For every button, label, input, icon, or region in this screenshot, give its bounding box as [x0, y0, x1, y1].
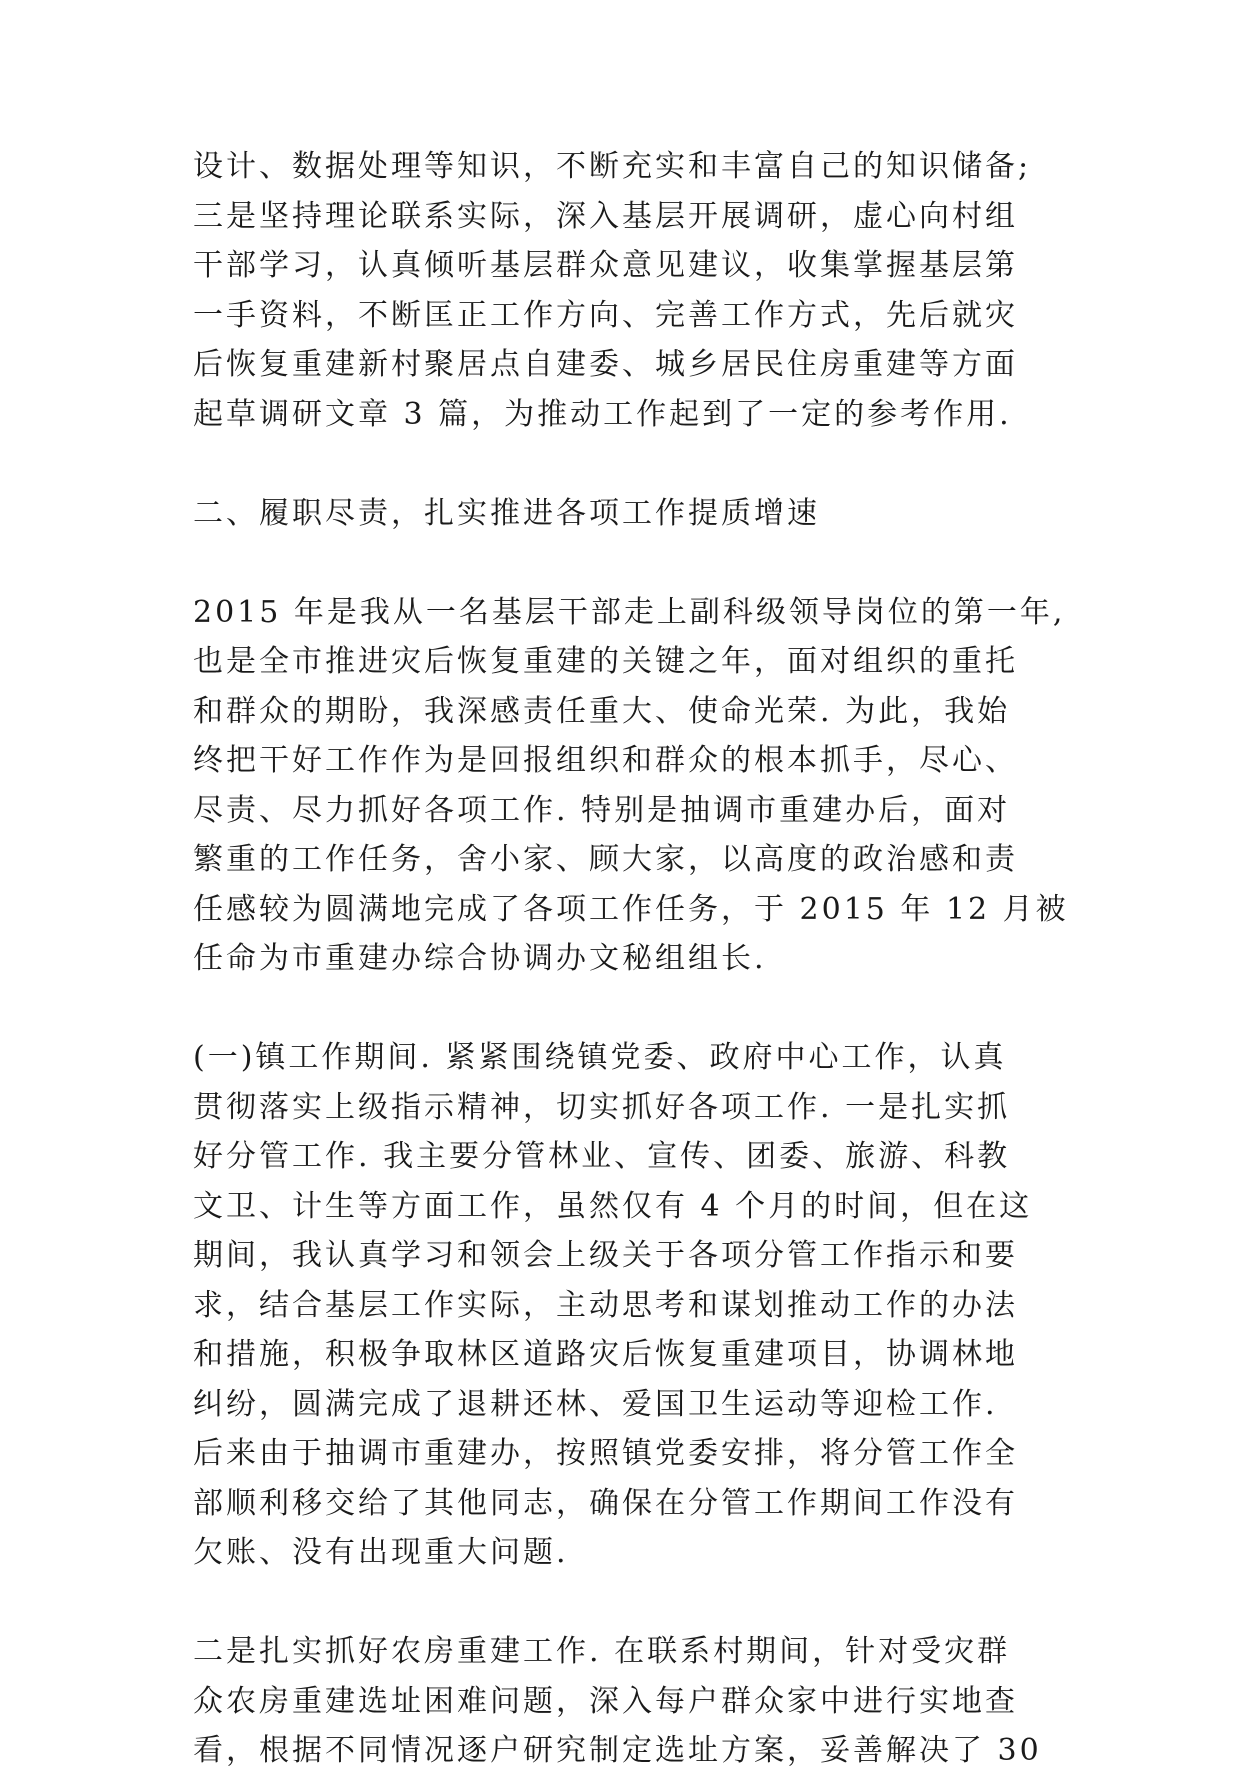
- text-line: 任感较为圆满地完成了各项工作任务，于 2015 年 12 月被: [193, 891, 1069, 927]
- text-line: 干部学习，认真倾听基层群众意见建议，收集掌握基层第: [193, 248, 1018, 283]
- text-line: 三是坚持理论联系实际，深入基层开展调研，虚心向村组: [193, 198, 1018, 234]
- text-line: 看，根据不同情况逐户研究制定选址方案，妥善解决了 30: [193, 1733, 1042, 1768]
- text-line: 终把干好工作作为是回报组织和群众的根本抓手，尽心、: [193, 743, 1018, 778]
- text-line: 后恢复重建新村聚居点自建委、城乡居民住房重建等方面: [193, 347, 1018, 382]
- text-line: 后来由于抽调市重建办，按照镇党委安排，将分管工作全: [193, 1436, 1018, 1471]
- text-line: 众农房重建选址困难问题，深入每户群众家中进行实地查: [193, 1683, 1018, 1719]
- text-line: 部顺利移交给了其他同志，确保在分管工作期间工作没有: [193, 1485, 1018, 1521]
- text-line: 起草调研文章 3 篇，为推动工作起到了一定的参考作用.: [193, 396, 1012, 432]
- paragraph-rural-housing: [193, 1627, 1073, 1776]
- text-line: 设计、数据处理等知识，不断充实和丰富自己的知识储备;: [193, 149, 1032, 184]
- text-line: 纠纷，圆满完成了退耕还林、爱国卫生运动等迎检工作.: [193, 1386, 998, 1422]
- paragraph-spacer: [193, 538, 1073, 588]
- text-line: 任命为市重建办综合协调办文秘组组长.: [193, 941, 767, 976]
- text-line: 也是全市推进灾后恢复重建的关键之年，面对组织的重托: [193, 644, 1018, 679]
- text-line: 2015 年是我从一名基层干部走上副科级领导岗位的第一年,: [193, 594, 1066, 630]
- text-line: 一手资料，不断匡正工作方向、完善工作方式，先后就灾: [193, 297, 1018, 333]
- paragraph-spacer: [193, 439, 1073, 489]
- document-body: [193, 142, 1073, 1776]
- paragraph-spacer: [193, 1578, 1073, 1628]
- text-line: 好分管工作. 我主要分管林业、宣传、团委、旅游、科教: [193, 1139, 1011, 1174]
- heading-line: 二、履职尽责，扎实推进各项工作提质增速: [193, 495, 820, 531]
- text-line: 繁重的工作任务，舍小家、顾大家，以高度的政治感和责: [193, 842, 1018, 877]
- paragraph-town-work: [193, 1033, 1073, 1578]
- text-line: 求，结合基层工作实际，主动思考和谋划推动工作的办法: [193, 1287, 1018, 1323]
- text-line: 尽责、尽力抓好各项工作. 特别是抽调市重建办后，面对: [193, 792, 1011, 828]
- text-line: 期间，我认真学习和领会上级关于各项分管工作指示和要: [193, 1238, 1018, 1273]
- text-line: 和措施，积极争取林区道路灾后恢复重建项目，协调林地: [193, 1337, 1018, 1372]
- paragraph-spacer: [193, 984, 1073, 1034]
- text-line: 和群众的期盼，我深感责任重大、使命光荣. 为此，我始: [193, 693, 1011, 729]
- paragraph-continuation: [193, 142, 1073, 439]
- text-line: 欠账、没有出现重大问题.: [193, 1535, 569, 1570]
- paragraph-2015-overview: [193, 588, 1073, 984]
- text-line: 贯彻落实上级指示精神，切实抓好各项工作. 一是扎实抓: [193, 1089, 1011, 1125]
- text-line: (一)镇工作期间. 紧紧围绕镇党委、政府中心工作，认真: [193, 1040, 1007, 1075]
- text-line: 二是扎实抓好农房重建工作. 在联系村期间，针对受灾群: [193, 1634, 1011, 1669]
- text-line: 文卫、计生等方面工作，虽然仅有 4 个月的时间，但在这: [193, 1188, 1033, 1224]
- section-heading: [193, 489, 1073, 539]
